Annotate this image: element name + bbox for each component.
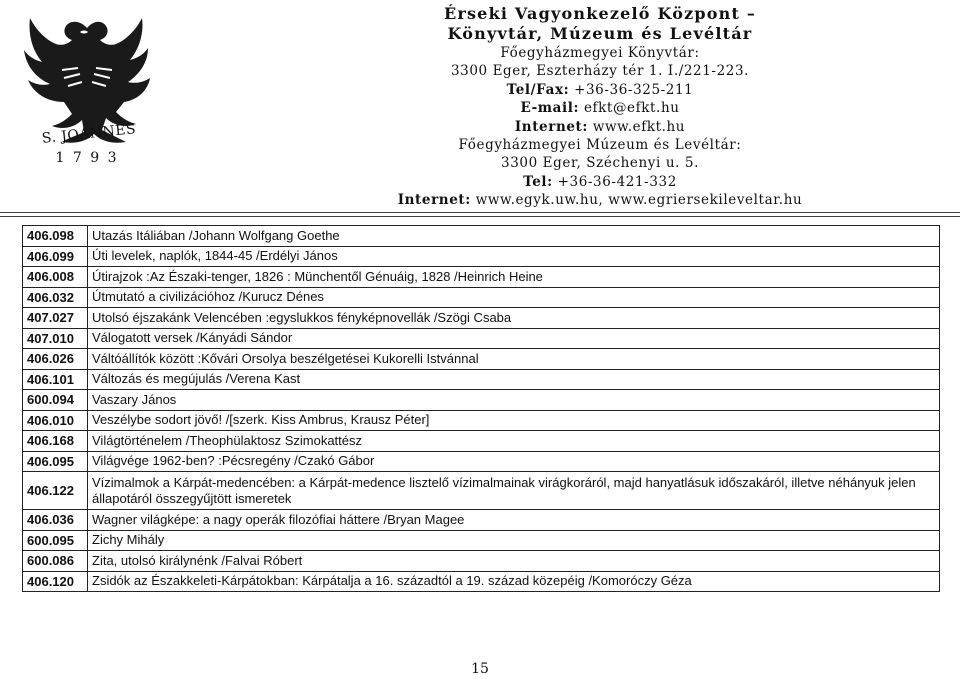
archive-internet	[385, 191, 815, 209]
book-title-cell: Vízimalmok a Kárpát-medencében: a Kárpát-medence lisztelő vízimalmainak virágkoráról, majd hanyatlásuk időszakáról, illetve néhányuk jelen állapotáról összegyűjtött ismeretek	[88, 472, 940, 510]
book-title-cell: Zichy Mihály	[88, 530, 940, 551]
call-number-cell: 406.032	[23, 287, 88, 308]
table-row	[23, 472, 940, 510]
call-number-cell: 407.010	[23, 328, 88, 349]
header-title-2: Könyvtár, Múzeum és Levéltár	[447, 24, 753, 43]
call-number-cell: 406.010	[23, 410, 88, 431]
call-number-cell: 407.027	[23, 308, 88, 329]
book-title-cell: Világtörténelem /Theophülaktosz Szimokattész	[88, 431, 940, 452]
logo-inscription: S. JOANNES	[41, 121, 137, 147]
table-row	[23, 246, 940, 267]
table-row	[23, 571, 940, 592]
table-row	[23, 267, 940, 288]
telfax-label: Tel/Fax:	[506, 81, 570, 98]
book-title-cell: Zita, utolsó királynénk /Falvai Róbert	[88, 551, 940, 572]
internet2-value[interactable]: www.egyk.uw.hu, www.egriersekileveltar.hu	[470, 192, 803, 209]
email-label: E-mail:	[520, 100, 580, 117]
book-title-cell: Utazás Itáliában /Johann Wolfgang Goethe	[88, 226, 940, 247]
book-title-cell: Úti levelek, naplók, 1844-45 /Erdélyi János	[88, 246, 940, 267]
library-internet	[385, 118, 815, 136]
internet-value[interactable]: www.efkt.hu	[587, 118, 686, 135]
call-number-cell: 600.086	[23, 551, 88, 572]
institution-header	[385, 4, 815, 210]
book-title-cell: Válogatott versek /Kányádi Sándor	[88, 328, 940, 349]
library-address: 3300 Eger, Eszterházy tér 1. I./221-223.	[450, 63, 750, 80]
table-row	[23, 308, 940, 329]
book-title-cell: Útmutató a civilizációhoz /Kurucz Dénes	[88, 287, 940, 308]
call-number-cell: 406.120	[23, 571, 88, 592]
table-row	[23, 530, 940, 551]
eagle-logo	[22, 10, 152, 170]
archive-tel	[385, 173, 815, 191]
book-title-cell: Wagner világképe: a nagy operák filozófiai háttere /Bryan Magee	[88, 510, 940, 531]
call-number-cell: 406.095	[23, 451, 88, 472]
book-title-cell: Változás és megújulás /Verena Kast	[88, 369, 940, 390]
call-number-cell: 406.008	[23, 267, 88, 288]
library-telfax	[385, 81, 815, 99]
table-row	[23, 369, 940, 390]
header-divider-top	[0, 212, 960, 213]
book-title-cell: Világvége 1962-ben? :Pécsregény /Czakó Gábor	[88, 451, 940, 472]
telfax-value: +36-36-325-211	[569, 81, 694, 98]
call-number-cell: 406.099	[23, 246, 88, 267]
logo-year: 1 7 9 3	[55, 150, 119, 166]
book-title-cell: Váltóállítók között :Kővári Orsolya beszélgetései Kukorelli Istvánnal	[88, 349, 940, 370]
call-number-cell: 406.122	[23, 472, 88, 510]
header-divider-bottom	[0, 216, 960, 217]
table-row	[23, 349, 940, 370]
header-title-1: Érseki Vagyonkezelő Központ –	[443, 4, 757, 23]
book-title-cell: Zsidók az Északkeleti-Kárpátokban: Kárpátalja a 16. századtól a 19. század közepéig /Komoróczy Géza	[88, 571, 940, 592]
call-number-cell: 406.036	[23, 510, 88, 531]
call-number-cell: 406.098	[23, 226, 88, 247]
internet-label: Internet:	[514, 118, 588, 135]
table-row	[23, 226, 940, 247]
archive-name: Főegyházmegyei Múzeum és Levéltár:	[458, 137, 742, 154]
book-title-cell: Útirajzok :Az Északi-tenger, 1826 : Münchentől Génuáig, 1828 /Heinrich Heine	[88, 267, 940, 288]
table-row	[23, 390, 940, 411]
page-number: 15	[471, 661, 489, 677]
table-row	[23, 287, 940, 308]
call-number-cell: 600.094	[23, 390, 88, 411]
book-title-cell: Vaszary János	[88, 390, 940, 411]
table-row	[23, 451, 940, 472]
library-email	[385, 99, 815, 117]
table-row	[23, 431, 940, 452]
table-row	[23, 410, 940, 431]
email-value[interactable]: efkt@efkt.hu	[579, 100, 680, 117]
internet2-label: Internet:	[397, 192, 471, 209]
tel-label: Tel:	[523, 173, 553, 190]
call-number-cell: 600.095	[23, 530, 88, 551]
tel-value: +36-36-421-332	[552, 173, 677, 190]
library-name: Főegyházmegyei Könyvtár:	[500, 45, 700, 61]
call-number-cell: 406.026	[23, 349, 88, 370]
table-row	[23, 551, 940, 572]
call-number-cell: 406.168	[23, 431, 88, 452]
catalog-table	[22, 225, 940, 592]
book-title-cell: Utolsó éjszakánk Velencében :egyslukkos fényképnovellák /Szögi Csaba	[88, 308, 940, 329]
call-number-cell: 406.101	[23, 369, 88, 390]
table-row	[23, 328, 940, 349]
table-row	[23, 510, 940, 531]
archive-address: 3300 Eger, Széchenyi u. 5.	[501, 155, 699, 172]
book-title-cell: Veszélybe sodort jövő! /[szerk. Kiss Ambrus, Krausz Péter]	[88, 410, 940, 431]
